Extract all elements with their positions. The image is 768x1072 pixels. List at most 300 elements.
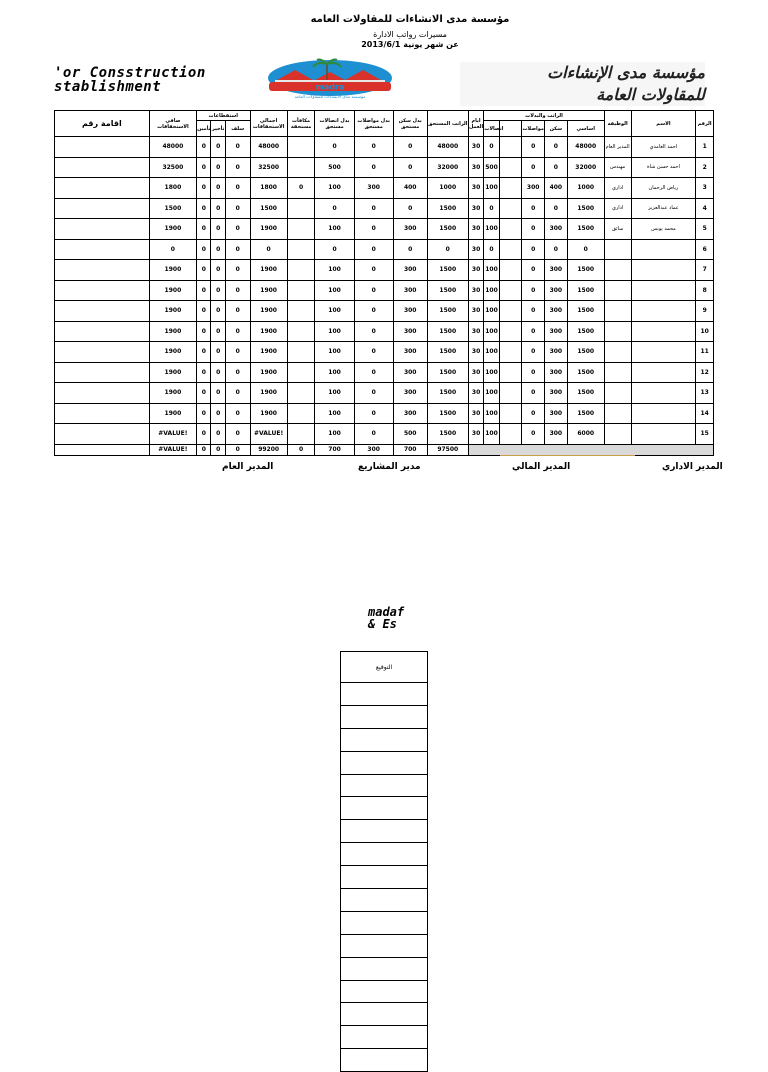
cell-insurance: 0	[197, 424, 211, 445]
cell-spacer	[499, 137, 522, 158]
cell-no: 1	[696, 137, 714, 158]
cell-insurance: 0	[197, 342, 211, 363]
cell-housing-due: 500	[393, 424, 427, 445]
cell-bonus	[287, 383, 315, 404]
cell-bonus	[287, 198, 315, 219]
signature-row	[341, 980, 428, 1003]
table-row	[55, 239, 714, 260]
cell-iqama	[55, 301, 150, 322]
cell-no: 3	[696, 178, 714, 199]
cell-transport-due: 0	[354, 301, 393, 322]
cell-net: 1900	[149, 280, 196, 301]
cell-advance: 0	[225, 301, 250, 322]
signature-projects-manager: مدير المشاريع	[358, 462, 421, 472]
cell-insurance: 0	[197, 137, 211, 158]
signature-row	[341, 1026, 428, 1049]
cell-basic: 0	[567, 239, 604, 260]
cell-net: 1900	[149, 362, 196, 383]
cell-comm-due: 100	[315, 260, 354, 281]
cell-due: 1500	[427, 403, 468, 424]
signature-row	[341, 866, 428, 889]
cell-net: 1900	[149, 383, 196, 404]
table-row	[55, 260, 714, 281]
document-subtitle: مسيرات رواتب الادارة	[373, 30, 447, 39]
signature-cell[interactable]	[341, 797, 428, 820]
cell-comm: 100	[484, 219, 499, 240]
cell-net: 1500	[149, 198, 196, 219]
cell-comm: 100	[484, 321, 499, 342]
cell-delay: 0	[211, 157, 225, 178]
cell-transport-due: 0	[354, 424, 393, 445]
cell-spacer	[499, 383, 522, 404]
col-housing: سكن	[545, 121, 568, 137]
cell-insurance: 0	[197, 301, 211, 322]
cell-housing-due: 300	[393, 342, 427, 363]
table-row	[55, 301, 714, 322]
cell-comm: 100	[484, 403, 499, 424]
cell-housing-due: 300	[393, 321, 427, 342]
signature-row	[341, 843, 428, 866]
cell-days: 30	[468, 239, 483, 260]
cell-days: 30	[468, 321, 483, 342]
cell-net: 32500	[149, 157, 196, 178]
cell-bonus	[287, 362, 315, 383]
cell-transport: 0	[522, 239, 545, 260]
cell-transport-due: 0	[354, 321, 393, 342]
cell-transport-due: 0	[354, 383, 393, 404]
cell-total: #VALUE!	[250, 424, 287, 445]
signature-row	[341, 751, 428, 774]
cell-net: 1900	[149, 403, 196, 424]
cell-housing-due: 300	[393, 219, 427, 240]
cell-iqama	[55, 178, 150, 199]
cell-basic: 6000	[567, 424, 604, 445]
cell-comm: 0	[484, 198, 499, 219]
cell-comm-due: 100	[315, 280, 354, 301]
cell-comm-due: 100	[315, 178, 354, 199]
col-comm: اتصالات	[484, 121, 499, 137]
cell-name	[631, 260, 696, 281]
signature-cell[interactable]	[341, 957, 428, 980]
cell-job: المدير العام	[604, 137, 631, 158]
cell-iqama	[55, 424, 150, 445]
signature-cell[interactable]	[341, 980, 428, 1003]
cell-delay: 0	[211, 178, 225, 199]
cell-iqama	[55, 321, 150, 342]
cell-no: 12	[696, 362, 714, 383]
cell-spacer	[499, 321, 522, 342]
cell-housing: 300	[545, 383, 568, 404]
cell-due: 0	[427, 239, 468, 260]
cell-job	[604, 260, 631, 281]
cell-name	[631, 362, 696, 383]
cell-days: 30	[468, 219, 483, 240]
table-row	[55, 321, 714, 342]
signature-cell[interactable]	[341, 843, 428, 866]
cell-delay: 0	[211, 137, 225, 158]
cell-iqama	[55, 198, 150, 219]
cell-total: 1900	[250, 219, 287, 240]
cell-advance: 0	[225, 239, 250, 260]
cell-comm-due: 100	[315, 403, 354, 424]
cell-spacer	[499, 157, 522, 178]
cell-due: 1000	[427, 178, 468, 199]
cell-comm: 500	[484, 157, 499, 178]
total-housing-due: 700	[393, 444, 427, 455]
cell-bonus: 0	[287, 178, 315, 199]
total-due: 97500	[427, 444, 468, 455]
cell-comm: 0	[484, 137, 499, 158]
cell-housing-due: 0	[393, 137, 427, 158]
table-row	[55, 403, 714, 424]
decorative-line	[500, 455, 635, 456]
cell-spacer	[499, 198, 522, 219]
col-no: الرقم	[696, 111, 714, 137]
cell-spacer	[499, 178, 522, 199]
cell-transport: 0	[522, 403, 545, 424]
cell-transport: 0	[522, 321, 545, 342]
cell-insurance: 0	[197, 321, 211, 342]
cell-transport: 0	[522, 137, 545, 158]
cell-spacer	[499, 342, 522, 363]
cell-total: 1500	[250, 198, 287, 219]
document-period: عن شهر يونية 2013/6/1	[361, 40, 459, 49]
cell-total: 1900	[250, 342, 287, 363]
cell-spacer	[499, 219, 522, 240]
signature-row	[341, 1003, 428, 1026]
cell-comm-due: 500	[315, 157, 354, 178]
cell-transport-due: 0	[354, 157, 393, 178]
total-advance: 0	[225, 444, 250, 455]
cell-insurance: 0	[197, 219, 211, 240]
total-transport-due: 300	[354, 444, 393, 455]
signature-row	[341, 934, 428, 957]
cell-transport: 0	[522, 157, 545, 178]
signature-cell[interactable]	[341, 1026, 428, 1049]
cell-housing: 0	[545, 198, 568, 219]
cell-insurance: 0	[197, 403, 211, 424]
table-row	[55, 424, 714, 445]
col-job: الوظيفه	[604, 111, 631, 137]
signature-row	[341, 797, 428, 820]
cell-comm-due: 0	[315, 239, 354, 260]
cell-basic: 1500	[567, 383, 604, 404]
cell-bonus	[287, 260, 315, 281]
cell-job	[604, 301, 631, 322]
cell-advance: 0	[225, 157, 250, 178]
cell-name	[631, 321, 696, 342]
cell-delay: 0	[211, 362, 225, 383]
cell-bonus	[287, 239, 315, 260]
cell-iqama	[55, 239, 150, 260]
cell-advance: 0	[225, 178, 250, 199]
cell-total: 1900	[250, 260, 287, 281]
table-row	[55, 137, 714, 158]
cell-job	[604, 321, 631, 342]
cell-delay: 0	[211, 301, 225, 322]
cell-total: 1900	[250, 321, 287, 342]
arabic-company-name	[460, 62, 705, 106]
cell-iqama	[55, 157, 150, 178]
cell-spacer	[499, 239, 522, 260]
col-name: الاسم	[631, 111, 696, 137]
cell-comm: 100	[484, 260, 499, 281]
cell-job	[604, 342, 631, 363]
cell-insurance: 0	[197, 239, 211, 260]
cell-transport: 0	[522, 301, 545, 322]
cell-name: محمد يونس	[631, 219, 696, 240]
signature-table-header: التوقيع	[341, 652, 428, 683]
totals-filler	[468, 444, 713, 455]
cell-basic: 1500	[567, 219, 604, 240]
col-housing-due: بدل سكن مستحق	[393, 111, 427, 137]
cell-advance: 0	[225, 321, 250, 342]
cell-comm: 100	[484, 362, 499, 383]
cell-due: 1500	[427, 342, 468, 363]
cell-net: 1900	[149, 260, 196, 281]
cell-housing: 0	[545, 137, 568, 158]
cell-housing-due: 300	[393, 362, 427, 383]
cell-housing: 0	[545, 239, 568, 260]
cell-delay: 0	[211, 198, 225, 219]
cell-comm: 100	[484, 178, 499, 199]
cell-transport: 0	[522, 383, 545, 404]
cell-housing: 0	[545, 157, 568, 178]
cell-bonus	[287, 301, 315, 322]
signature-row	[341, 889, 428, 912]
cell-name	[631, 301, 696, 322]
cell-job: اداري	[604, 178, 631, 199]
cell-iqama	[55, 280, 150, 301]
cell-due: 32000	[427, 157, 468, 178]
cell-housing-due: 0	[393, 198, 427, 219]
cell-housing: 300	[545, 280, 568, 301]
total-net: #VALUE!	[149, 444, 196, 455]
cell-transport-due: 0	[354, 137, 393, 158]
cell-housing-due: 300	[393, 383, 427, 404]
payroll-table	[54, 110, 714, 456]
cell-days: 30	[468, 137, 483, 158]
cell-iqama	[55, 362, 150, 383]
cell-basic: 1500	[567, 280, 604, 301]
cell-due: 1500	[427, 280, 468, 301]
page2-brand	[368, 606, 404, 630]
cell-iqama	[55, 260, 150, 281]
cell-iqama	[55, 383, 150, 404]
signature-cell[interactable]	[341, 705, 428, 728]
table-row	[55, 280, 714, 301]
cell-bonus	[287, 403, 315, 424]
cell-no: 4	[696, 198, 714, 219]
cell-comm: 0	[484, 239, 499, 260]
cell-net: 48000	[149, 137, 196, 158]
cell-basic: 1500	[567, 321, 604, 342]
cell-insurance: 0	[197, 260, 211, 281]
cell-name	[631, 280, 696, 301]
total-total: 99200	[250, 444, 287, 455]
cell-total: 1900	[250, 301, 287, 322]
cell-housing: 300	[545, 342, 568, 363]
arabic-name-line2: للمقاولات العامة	[596, 85, 705, 104]
logo-tagline: مؤسسة مدى الانشاءات للمقاولات العامة	[294, 94, 366, 99]
col-work-days: ايام العمل	[468, 111, 483, 137]
cell-no: 8	[696, 280, 714, 301]
cell-delay: 0	[211, 219, 225, 240]
cell-days: 30	[468, 362, 483, 383]
signature-cell[interactable]	[341, 911, 428, 934]
cell-basic: 1500	[567, 403, 604, 424]
signature-cell[interactable]	[341, 728, 428, 751]
cell-delay: 0	[211, 424, 225, 445]
cell-comm-due: 100	[315, 301, 354, 322]
cell-housing: 300	[545, 424, 568, 445]
cell-name: عماد عبدالعزيز	[631, 198, 696, 219]
cell-transport: 0	[522, 424, 545, 445]
cell-delay: 0	[211, 260, 225, 281]
cell-name	[631, 424, 696, 445]
signature-cell[interactable]	[341, 774, 428, 797]
cell-insurance: 0	[197, 157, 211, 178]
cell-basic: 1500	[567, 198, 604, 219]
col-net: صافي الاستحقاقات	[149, 111, 196, 137]
col-due-salary: الراتب المستحق	[427, 111, 468, 137]
cell-iqama	[55, 342, 150, 363]
signature-row	[341, 820, 428, 843]
cell-delay: 0	[211, 321, 225, 342]
cell-due: 1500	[427, 321, 468, 342]
cell-name: احمد حسن شاة	[631, 157, 696, 178]
cell-bonus	[287, 321, 315, 342]
arabic-name-line1: مؤسسة مدى الإنشاءات	[547, 63, 705, 82]
cell-comm-due: 100	[315, 219, 354, 240]
signature-cell[interactable]	[341, 1003, 428, 1026]
cell-housing: 300	[545, 219, 568, 240]
signature-cell[interactable]	[341, 889, 428, 912]
cell-net: 1900	[149, 342, 196, 363]
signature-cell[interactable]	[341, 866, 428, 889]
cell-net: 0	[149, 239, 196, 260]
cell-net: 1900	[149, 219, 196, 240]
cell-transport-due: 0	[354, 342, 393, 363]
cell-comm: 100	[484, 280, 499, 301]
cell-housing: 300	[545, 362, 568, 383]
cell-comm-due: 0	[315, 198, 354, 219]
cell-comm: 100	[484, 342, 499, 363]
cell-total: 48000	[250, 137, 287, 158]
cell-days: 30	[468, 157, 483, 178]
signature-cell[interactable]	[341, 1049, 428, 1072]
cell-iqama	[55, 403, 150, 424]
cell-name: رياض الرحمان	[631, 178, 696, 199]
cell-job	[604, 280, 631, 301]
cell-spacer	[499, 260, 522, 281]
total-comm-due: 700	[315, 444, 354, 455]
cell-total: 1900	[250, 280, 287, 301]
cell-transport-due: 300	[354, 178, 393, 199]
cell-net: 1900	[149, 301, 196, 322]
cell-bonus	[287, 280, 315, 301]
cell-transport-due: 0	[354, 403, 393, 424]
document-title: مؤسسة مدى الانشاءات للمقاولات العامه	[310, 14, 510, 25]
cell-due: 48000	[427, 137, 468, 158]
cell-insurance: 0	[197, 178, 211, 199]
cell-housing-due: 0	[393, 157, 427, 178]
cell-no: 13	[696, 383, 714, 404]
cell-comm-due: 100	[315, 362, 354, 383]
signature-cell[interactable]	[341, 683, 428, 706]
cell-no: 11	[696, 342, 714, 363]
cell-advance: 0	[225, 219, 250, 240]
cell-total: 32500	[250, 157, 287, 178]
cell-advance: 0	[225, 280, 250, 301]
cell-job	[604, 424, 631, 445]
signature-row	[341, 1049, 428, 1072]
cell-advance: 0	[225, 198, 250, 219]
signature-cell[interactable]	[341, 751, 428, 774]
cell-insurance: 0	[197, 198, 211, 219]
totals-row	[55, 444, 714, 455]
cell-bonus	[287, 157, 315, 178]
cell-due: 1500	[427, 198, 468, 219]
cell-housing-due: 300	[393, 301, 427, 322]
cell-housing-due: 300	[393, 403, 427, 424]
cell-total: 1900	[250, 403, 287, 424]
cell-job: مهندس	[604, 157, 631, 178]
english-name-line2: stablishment	[54, 79, 162, 95]
cell-spacer	[499, 362, 522, 383]
total-bonus: 0	[287, 444, 315, 455]
signature-finance-manager: المدير المالي	[512, 462, 571, 472]
cell-transport: 0	[522, 198, 545, 219]
col-salaries-group: الراتب والبدلات	[484, 111, 604, 121]
cell-job	[604, 403, 631, 424]
cell-net: 1900	[149, 321, 196, 342]
page2-brand-line2: & Es	[368, 617, 397, 631]
cell-comm-due: 100	[315, 321, 354, 342]
cell-due: 1500	[427, 219, 468, 240]
cell-no: 9	[696, 301, 714, 322]
cell-transport-due: 0	[354, 280, 393, 301]
cell-housing: 300	[545, 403, 568, 424]
cell-comm: 100	[484, 301, 499, 322]
cell-delay: 0	[211, 280, 225, 301]
cell-housing: 300	[545, 301, 568, 322]
signature-cell[interactable]	[341, 934, 428, 957]
cell-advance: 0	[225, 362, 250, 383]
cell-advance: 0	[225, 137, 250, 158]
signature-row	[341, 728, 428, 751]
cell-transport: 0	[522, 342, 545, 363]
table-row	[55, 342, 714, 363]
col-transport: مواصلات	[522, 121, 545, 137]
cell-advance: 0	[225, 424, 250, 445]
cell-housing-due: 300	[393, 280, 427, 301]
cell-housing-due: 300	[393, 260, 427, 281]
cell-no: 2	[696, 157, 714, 178]
table-row	[55, 219, 714, 240]
cell-job	[604, 362, 631, 383]
cell-total: 1900	[250, 383, 287, 404]
cell-delay: 0	[211, 403, 225, 424]
cell-no: 6	[696, 239, 714, 260]
cell-no: 5	[696, 219, 714, 240]
signature-cell[interactable]	[341, 820, 428, 843]
cell-transport: 0	[522, 280, 545, 301]
cell-basic: 1500	[567, 342, 604, 363]
signature-row	[341, 705, 428, 728]
cell-total: 1900	[250, 362, 287, 383]
cell-due: 1500	[427, 362, 468, 383]
